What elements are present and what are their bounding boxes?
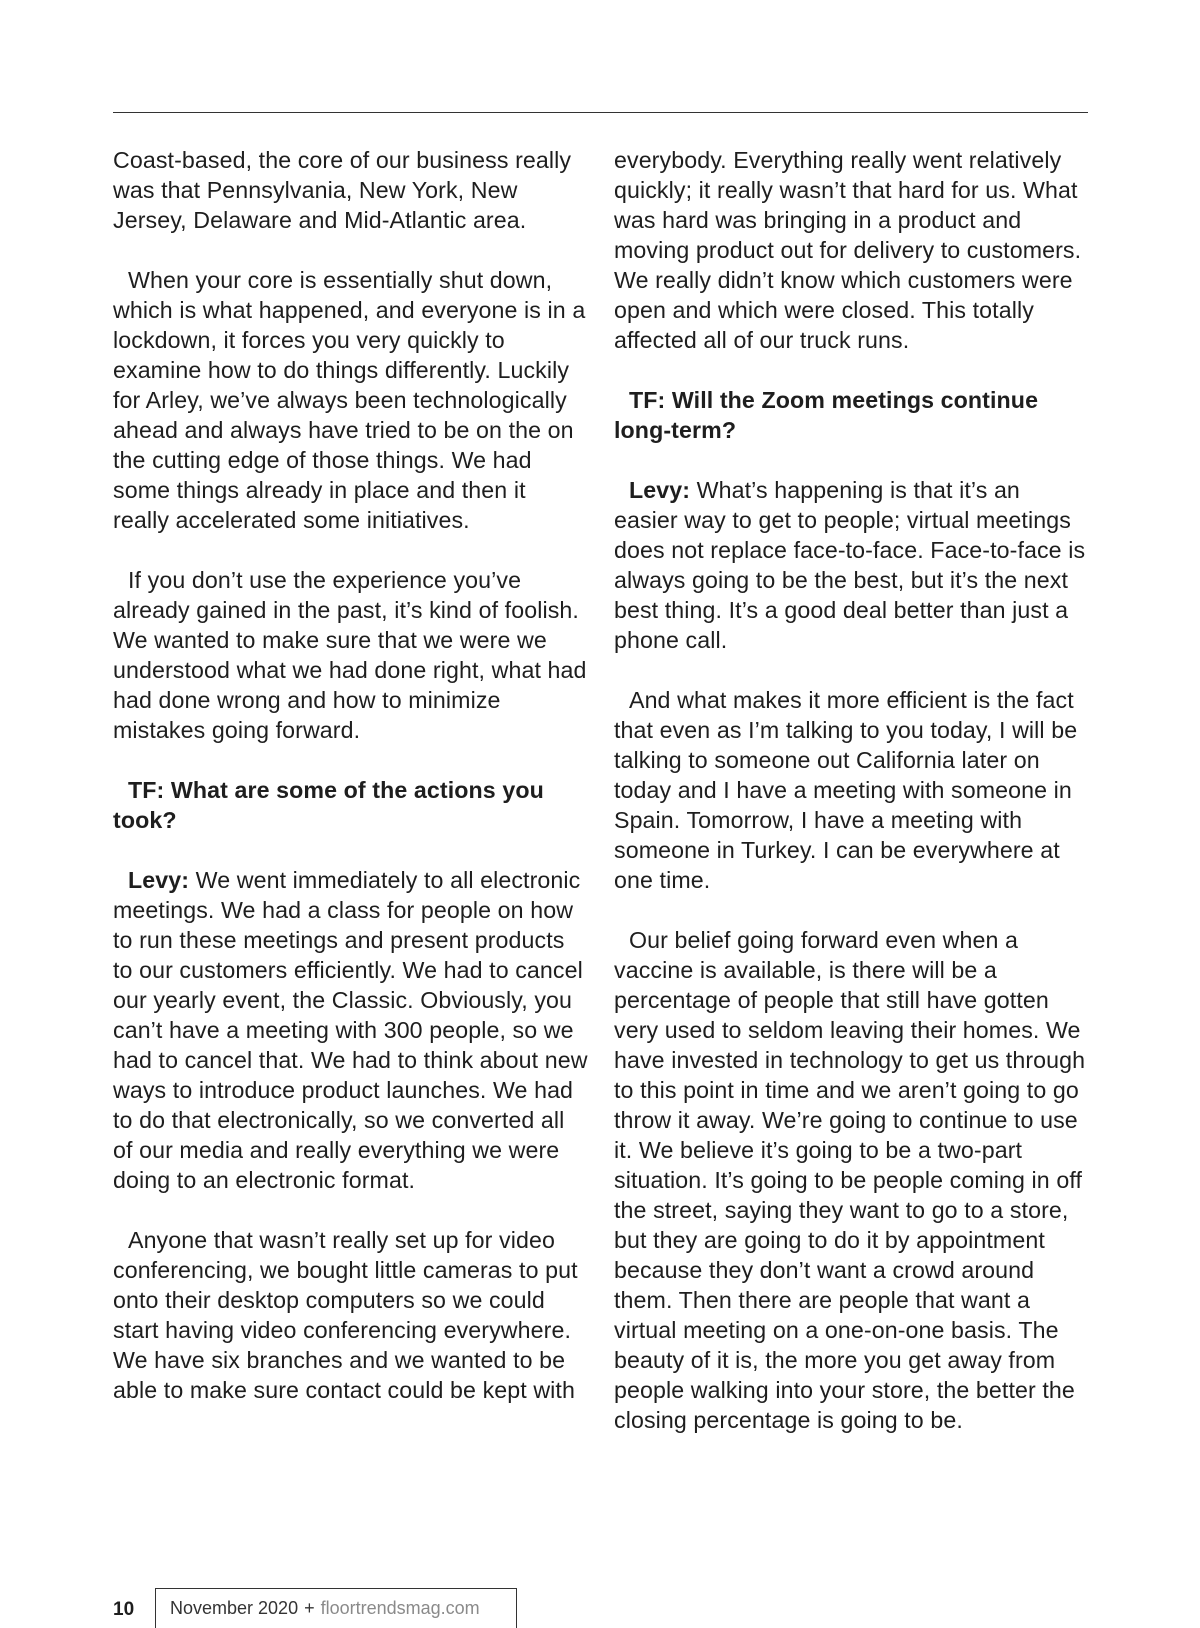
speaker-label: Levy: [128,867,190,893]
speaker-label: Levy: [629,477,691,503]
paragraph [614,145,1089,355]
footer-box [155,1588,517,1628]
paragraph-text: TF: What are some of the actions you took? [113,777,544,833]
paragraph [113,265,588,535]
paragraph-text: TF: Will the Zoom meetings continue long-term? [614,387,1039,443]
paragraph [614,475,1089,655]
footer-text [170,1598,480,1619]
footer-issue: November 2020 [170,1598,299,1618]
paragraph [113,145,588,235]
paragraph [113,865,588,1195]
paragraph-text: Our belief going forward even when a vaccine is available, is there will be a percentage of people that still have gotten very used to seldom leaving their homes. We have invested in technology to get us through to this point in time and we aren’t going to go throw it away. We’re going to continue to use it. We believe it’s going to be a two-part situation. It’s going to be people coming in off the street, saying they want to go to a store, but they are going to do it by appointment because they don’t want a crowd around them. Then there are people that want a virtual meeting on a one-on-one basis. The beauty of it is, the more you get away from people walking into your store, the better the closing percentage is going to be. [614,927,1086,1433]
paragraph-text: Anyone that wasn’t really set up for video conferencing, we bought little cameras to put onto their desktop computers so we could start having video conferencing everywhere. We have six branches and we wanted to be able to make sure contact could be kept with [113,1227,578,1403]
paragraph-text: everybody. Everything really went relatively quickly; it really wasn’t that hard for us. What was hard was bringing in a product and moving product out for delivery to customers. We really didn’t know which customers were open and which were closed. This totally affected all of our truck runs. [614,147,1082,353]
paragraph [614,685,1089,895]
paragraph-text: Coast-based, the core of our business really was that Pennsylvania, New York, New Jersey, Delaware and Mid-Atlantic area. [113,147,572,233]
page-number: 10 [113,1599,135,1620]
paragraph [113,565,588,745]
paragraph-text: And what makes it more efficient is the fact that even as I’m talking to you today, I will be talking to someone out California later on today and I have a meeting with someone in Spain. Tomorrow, I have a meeting with someone in Turkey. I can be everywhere at one time. [614,687,1078,893]
header-rule [113,112,1088,113]
footer-separator: + [304,1598,315,1618]
right-column [614,145,1089,1465]
paragraph-text: If you don’t use the experience you’ve already gained in the past, it’s kind of foolish. We wanted to make sure that we were we understood what we had done right, what had had done wrong and how to minimize mistakes going forward. [113,567,587,743]
paragraph [614,925,1089,1435]
paragraph-text: What’s happening is that it’s an easier way to get to people; virtual meetings does not replace face-to-face. Face-to-face is always going to be the best, but it’s the next best thing. It’s a good deal better than just a phone call. [614,477,1086,653]
interview-question [614,385,1089,445]
left-column [113,145,588,1435]
paragraph-text: We went immediately to all electronic meetings. We had a class for people on how to run these meetings and present products to our customers efficiently. We had to cancel our yearly event, the Classic. Obviously, you can’t have a meeting with 300 people, so we had to cancel that. We had to think about new ways to introduce product launches. We had to do that electronically, so we converted all of our media and really everything we were doing to an electronic format. [113,867,588,1193]
footer-site-link[interactable]: floortrendsmag.com [320,1598,480,1618]
interview-question [113,775,588,835]
paragraph-text: When your core is essentially shut down, which is what happened, and everyone is in a lockdown, it forces you very quickly to examine how to do things differently. Luckily for Arley, we’ve always been technologically ahead and always have tried to be on the on the cutting edge of those things. We had some things already in place and then it really accelerated some initiatives. [113,267,586,533]
paragraph [113,1225,588,1405]
